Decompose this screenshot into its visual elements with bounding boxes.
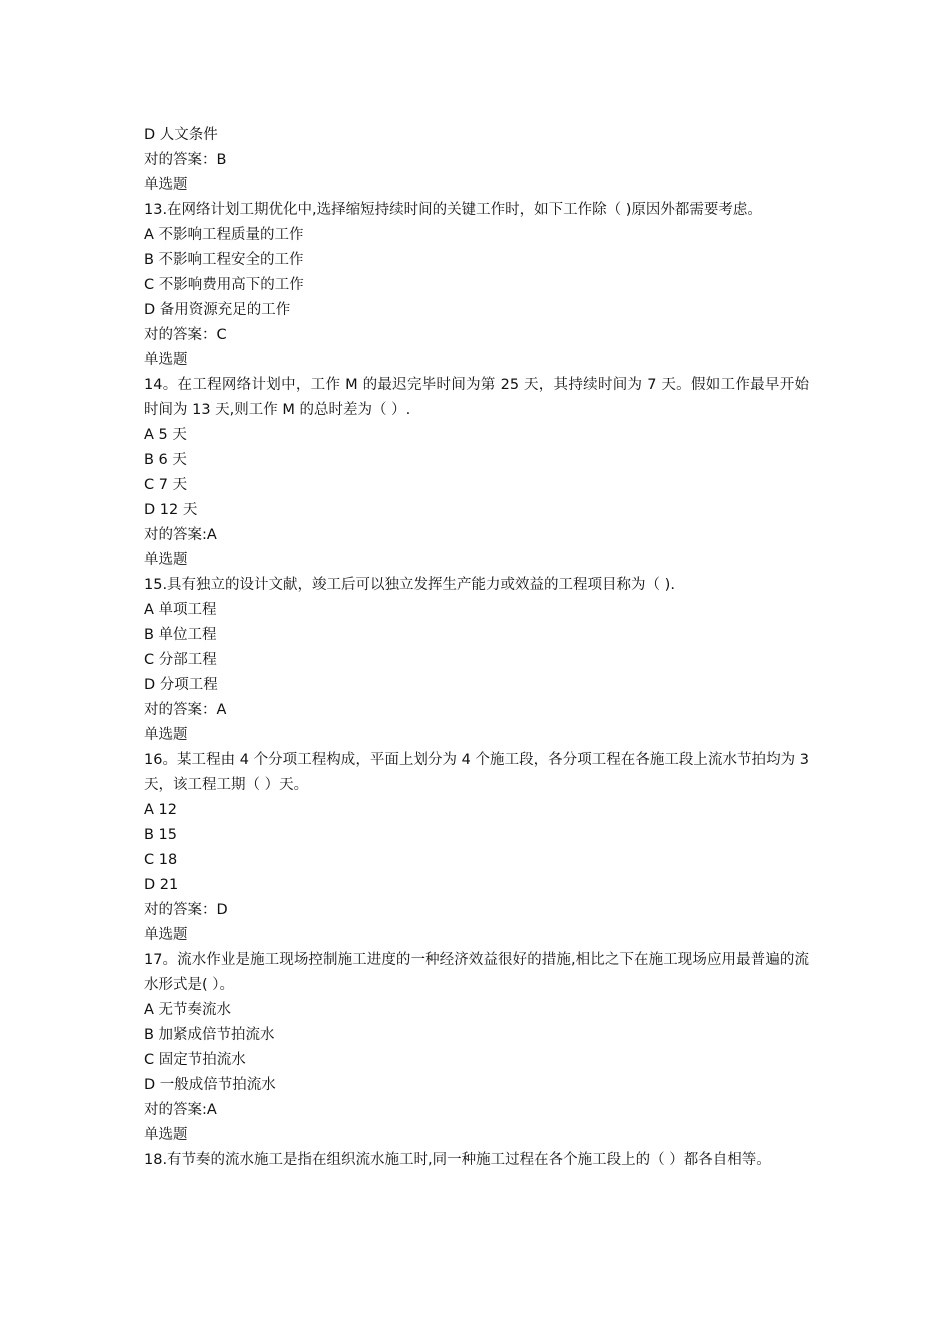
question-type: 单选题 [144, 927, 188, 943]
option-a: A 5 天 [144, 427, 187, 443]
question-type: 单选题 [144, 177, 188, 193]
option-b: B 15 [144, 827, 178, 843]
question-14: 14。在工程网络计划中，工作 M 的最迟完毕时间为第 25 天，其持续时间为 7 天。假如工作最早开始时间为 13 天,则工作 M 的总时差为（ ）. [144, 377, 809, 418]
option-d: D 分项工程 [144, 677, 218, 693]
option-d: D 备用资源充足的工作 [144, 302, 291, 318]
option-a: A 不影响工程质量的工作 [144, 227, 304, 243]
option-d: D 12 天 [144, 502, 198, 518]
option-d: D 人文条件 [144, 127, 218, 143]
question-17: 17。流水作业是施工现场控制施工进度的一种经济效益很好的措施,相比之下在施工现场应用最普遍的流水形式是( ）。 [144, 952, 809, 993]
option-b: B 单位工程 [144, 627, 217, 643]
option-c: C 不影响费用高下的工作 [144, 277, 304, 293]
question-type: 单选题 [144, 727, 188, 743]
question-16: 16。某工程由 4 个分项工程构成，平面上划分为 4 个施工段，各分项工程在各施工段上流水节拍均为 3 天，该工程工期（ ）天。 [144, 752, 809, 793]
option-c: C 18 [144, 852, 178, 868]
answer-line: 对的答案：B [144, 152, 227, 168]
document-body [144, 123, 809, 1173]
question-type: 单选题 [144, 352, 188, 368]
answer-line: 对的答案：D [144, 902, 228, 918]
option-b: B 6 天 [144, 452, 187, 468]
answer-line: 对的答案：C [144, 327, 227, 343]
option-a: A 12 [144, 802, 177, 818]
question-type: 单选题 [144, 1127, 188, 1143]
option-d: D 21 [144, 877, 179, 893]
option-c: C 分部工程 [144, 652, 217, 668]
option-a: A 无节奏流水 [144, 1002, 232, 1018]
answer-line: 对的答案：A [144, 702, 227, 718]
question-type: 单选题 [144, 552, 188, 568]
answer-line: 对的答案:A [144, 527, 217, 543]
question-18: 18.有节奏的流水施工是指在组织流水施工时,同一种施工过程在各个施工段上的（ ）都各自相等。 [144, 1152, 771, 1168]
question-13: 13.在网络计划工期优化中,选择缩短持续时间的关键工作时，如下工作除（ )原因外都需要考虑。 [144, 202, 762, 218]
option-c: C 固定节拍流水 [144, 1052, 246, 1068]
option-c: C 7 天 [144, 477, 188, 493]
option-d: D 一般成倍节拍流水 [144, 1077, 276, 1093]
option-a: A 单项工程 [144, 602, 217, 618]
option-b: B 加紧成倍节拍流水 [144, 1027, 275, 1043]
answer-line: 对的答案:A [144, 1102, 217, 1118]
question-15: 15.具有独立的设计文献，竣工后可以独立发挥生产能力或效益的工程项目称为（ ). [144, 577, 675, 593]
option-b: B 不影响工程安全的工作 [144, 252, 304, 268]
